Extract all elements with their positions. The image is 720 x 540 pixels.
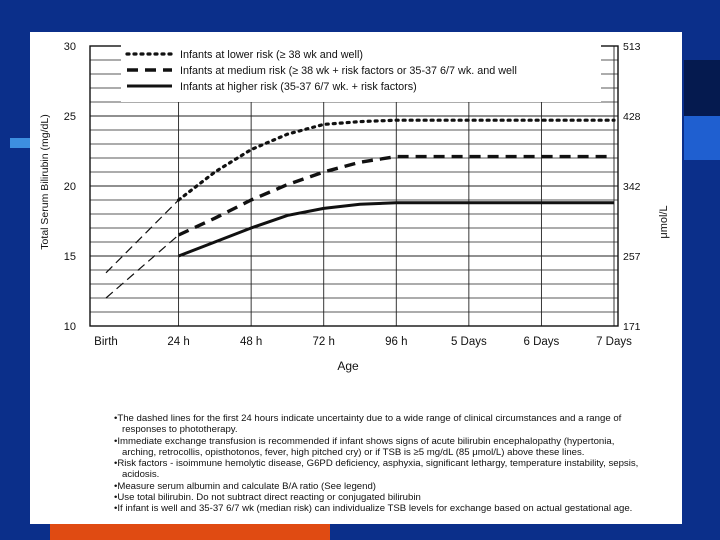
footnote-total-bilirubin: • Use total bilirubin. Do not subtract direct reacting or conjugated bilirubin (114, 492, 644, 503)
footnotes (114, 413, 644, 515)
footnote-uncertainty: • The dashed lines for the first 24 hours indicate uncertainty due to a wide range of clinical circumstances and a range of responses to phototherapy. (114, 413, 644, 436)
x-tick-label: Birth (94, 336, 118, 348)
y2-tick-label: 342 (623, 181, 641, 193)
slide-top-band (0, 0, 720, 30)
series-lines (106, 120, 614, 298)
x-tick-label: 5 Days (450, 336, 487, 348)
footnote-exchange-transfusion: • Immediate exchange transfusion is recommended if infant shows signs of acute bilirubin encephalopathy (hypertonia, arching, retrocollis, opisthotonos, fever, high pitched cry) or if TSB is ≥5 mg/dL (85 μmol/L) above these lines. (114, 436, 644, 459)
y2-axis-label: μmol/L (658, 205, 670, 239)
y-tick-label: 15 (63, 251, 76, 263)
legend-label: Infants at medium risk (≥ 38 wk + risk factors or 35-37 6/7 wk. and well (180, 65, 517, 77)
x-tick-label: 6 Days (523, 336, 560, 348)
y-tick-label: 20 (63, 181, 76, 193)
x-axis-label: Age (337, 359, 359, 373)
series-1-uncertain-segment (106, 235, 179, 298)
footnote-risk-factors: • Risk factors - isoimmune hemolytic disease, G6PD deficiency, asphyxia, significant lethargy, temperature instability, sepsis, acidosis. (114, 458, 644, 481)
x-tick-label: 96 h (385, 336, 408, 348)
legend-label: Infants at lower risk (≥ 38 wk and well) (180, 49, 363, 61)
legend (121, 44, 601, 102)
series-0-uncertain-segment (106, 200, 179, 273)
figure-panel (30, 32, 682, 524)
x-tick-label: 24 h (167, 336, 190, 348)
slide-accent-right-dark (684, 60, 720, 116)
x-tick-label: 7 Days (596, 336, 632, 348)
y-tick-label: 30 (63, 41, 76, 53)
y2-tick-label: 428 (623, 111, 641, 123)
footnote-albumin: • Measure serum albumin and calculate B/A ratio (See legend) (114, 481, 644, 492)
y-axis-label: Total Serum Bilirubin (mg/dL) (39, 114, 51, 250)
exchange-transfusion-chart (30, 32, 682, 392)
y-tick-label: 25 (63, 111, 76, 123)
y2-tick-label: 513 (623, 41, 641, 53)
y-tick-label: 10 (63, 321, 76, 333)
x-tick-label: 48 h (239, 336, 263, 348)
x-tick-label: 72 h (312, 336, 335, 348)
legend-label: Infants at higher risk (35-37 6/7 wk. + risk factors) (180, 81, 417, 93)
slide-accent-left (10, 138, 30, 148)
y2-tick-label: 171 (623, 321, 641, 333)
slide-accent-right-blue (684, 116, 720, 160)
y2-tick-label: 257 (623, 251, 641, 263)
slide-accent-bottom (50, 524, 330, 540)
footnote-individualize: • If infant is well and 35-37 6/7 wk (median risk) can individualize TSB levels for exchange based on actual gestational age. (114, 503, 644, 514)
